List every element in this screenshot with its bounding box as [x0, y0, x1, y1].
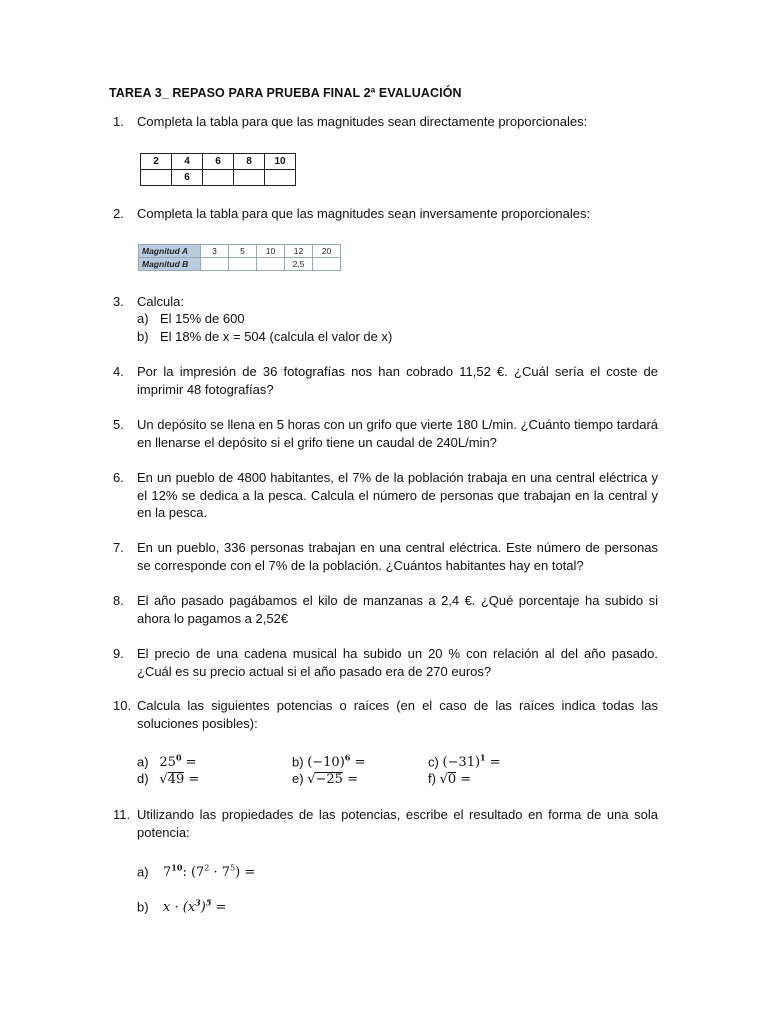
question-number: 6.: [113, 470, 124, 485]
exponent: 6: [344, 753, 351, 763]
question-6: [113, 469, 658, 522]
subquestion-text: El 15% de 600: [160, 311, 245, 326]
table-cell: [229, 258, 257, 271]
question-number: 10.: [113, 698, 132, 713]
table-cell: [203, 170, 234, 186]
subquestion-label: e): [292, 771, 304, 786]
math-expression: [159, 755, 196, 770]
table-cell: 3: [201, 245, 229, 258]
question-1: [113, 113, 658, 131]
question-number: 3.: [113, 294, 124, 309]
expr-part: · 7: [209, 865, 231, 881]
expr-part: ): [200, 900, 206, 916]
radicand: 49: [167, 772, 185, 787]
power-expression-b: [137, 895, 226, 916]
base: 25: [159, 755, 176, 771]
exponent: 0: [175, 753, 182, 763]
table-cell: 10: [265, 154, 296, 170]
expr-part: =: [211, 900, 227, 916]
question-number: 1.: [113, 114, 124, 129]
subquestion-label: a): [137, 754, 149, 770]
subquestion-label: c): [428, 754, 439, 770]
math-expression: √49 =: [159, 772, 200, 787]
equals: =: [185, 755, 197, 771]
table-cell: [257, 258, 285, 271]
expr-part: x · (x: [163, 900, 196, 916]
row-header: Magnitud B: [139, 258, 201, 271]
question-number: 7.: [113, 540, 124, 555]
subquestion-label: b): [292, 754, 304, 770]
question-number: 11.: [113, 807, 131, 822]
table-cell: 4: [172, 154, 203, 170]
question-number: 9.: [113, 646, 124, 661]
exponent: 2: [204, 864, 210, 873]
exponent: 10: [171, 863, 183, 873]
subquestion-label: f): [428, 771, 436, 786]
math-expression: [442, 755, 500, 770]
proportional-table: [140, 153, 296, 186]
equals: =: [347, 772, 358, 787]
power-b: [292, 750, 365, 771]
row-header: Magnitud A: [139, 245, 201, 258]
table-row: [139, 245, 341, 258]
table-cell: 8: [234, 154, 265, 170]
table-cell: 10: [257, 245, 285, 258]
subquestion-label: b): [137, 329, 149, 344]
question-8: [113, 592, 658, 627]
question-11: [113, 806, 658, 841]
table-cell: 20: [313, 245, 341, 258]
exponent: 1: [480, 753, 486, 763]
page-title: TAREA 3_ REPASO PARA PRUEBA FINAL 2ª EVALUACIÓN: [109, 86, 462, 100]
question-text: Completa la tabla para que las magnitudes sean directamente proporcionales:: [137, 114, 588, 129]
question-3: [113, 293, 658, 311]
question-text: En un pueblo, 336 personas trabajan en una central eléctrica. Este número de personas se corresponde con el 7% de la población. ¿Cuántos habitantes hay en total?: [137, 540, 658, 573]
table-cell: [313, 258, 341, 271]
table-cell: 12: [285, 245, 313, 258]
power-c: [428, 750, 501, 771]
subquestion-label: d): [137, 771, 149, 786]
table-cell: 2: [141, 154, 172, 170]
table-cell: 5: [229, 245, 257, 258]
equals: =: [460, 772, 472, 787]
question-text: El precio de una cadena musical ha subido un 20 % con relación al del año pasado. ¿Cuál es su precio actual si el año pasado era de 270 euros?: [137, 646, 658, 679]
question-9: [113, 645, 658, 680]
table-cell: 6: [203, 154, 234, 170]
table-cell: [265, 170, 296, 186]
table-cell: [141, 170, 172, 186]
math-expression: [163, 865, 255, 880]
subquestion-label: a): [137, 864, 149, 880]
question-text: Calcula:: [137, 294, 184, 309]
question-text: En un pueblo de 4800 habitantes, el 7% de la población trabaja en una central eléctrica y el 12% se dedica a la pesca. Calcula el número de personas que trabajan en la central y en la pesca.: [137, 470, 658, 520]
question-text: El año pasado pagábamos el kilo de manzanas a 2,4 €. ¿Qué porcentaje ha subido si ahora lo pagamos a 2,52€: [137, 593, 658, 626]
base: (−10): [307, 755, 345, 771]
question-text: Calcula las siguientes potencias o raíces (en el caso de las raíces indica todas las soluciones posibles):: [137, 698, 658, 731]
question-number: 4.: [113, 364, 124, 379]
subquestion-a: [137, 310, 245, 328]
power-a: [137, 750, 197, 771]
table-row: [139, 258, 341, 271]
subquestion-label: a): [137, 311, 149, 326]
exponent: 5: [205, 898, 212, 908]
question-text: Utilizando las propiedades de las potencias, escribe el resultado en forma de una sola potencia:: [137, 807, 658, 840]
question-text: Un depósito se llena en 5 horas con un grifo que vierte 180 L/min. ¿Cuánto tiempo tardará en llenarse el depósito si el grifo tiene un caudal de 240L/min?: [137, 417, 658, 450]
table-cell: [201, 258, 229, 271]
root-f: [428, 770, 471, 788]
inverse-table: [138, 244, 341, 271]
equals: =: [489, 755, 501, 771]
equals: =: [188, 772, 200, 787]
root-d: [137, 770, 199, 788]
exponent: 5: [230, 864, 236, 873]
subquestion-b: [137, 328, 392, 346]
equals: =: [354, 755, 366, 771]
question-text: Completa la tabla para que las magnitudes sean inversamente proporcionales:: [137, 206, 591, 221]
question-10: [113, 697, 658, 732]
math-expression: √−25 =: [307, 772, 358, 787]
math-expression: √0 =: [439, 772, 472, 787]
base: 7: [163, 865, 172, 881]
expr-part: : (7: [182, 865, 205, 881]
table-row: [141, 154, 296, 170]
question-text: Por la impresión de 36 fotografías nos han cobrado 11,52 €. ¿Cuál sería el coste de imprimir 48 fotografías?: [137, 364, 658, 397]
radicand: 0: [447, 772, 457, 787]
question-number: 8.: [113, 593, 124, 608]
expr-part: ) =: [235, 865, 256, 881]
question-number: 2.: [113, 206, 124, 221]
table-row: [141, 170, 296, 186]
question-4: [113, 363, 658, 398]
subquestion-text: El 18% de x = 504 (calcula el valor de x): [160, 329, 393, 344]
math-expression: [307, 755, 365, 770]
exponent: 3: [195, 898, 201, 908]
table-cell: [234, 170, 265, 186]
power-expression-a: [137, 860, 255, 881]
radicand: −25: [315, 772, 343, 787]
base: (−31): [442, 755, 481, 771]
question-number: 5.: [113, 417, 124, 432]
table-cell: 2,5: [285, 258, 313, 271]
subquestion-label: b): [137, 899, 149, 915]
root-e: [292, 770, 358, 788]
question-5: [113, 416, 658, 451]
table-cell: 6: [172, 170, 203, 186]
math-expression: [163, 900, 226, 915]
question-2: [113, 205, 658, 223]
question-7: [113, 539, 658, 574]
